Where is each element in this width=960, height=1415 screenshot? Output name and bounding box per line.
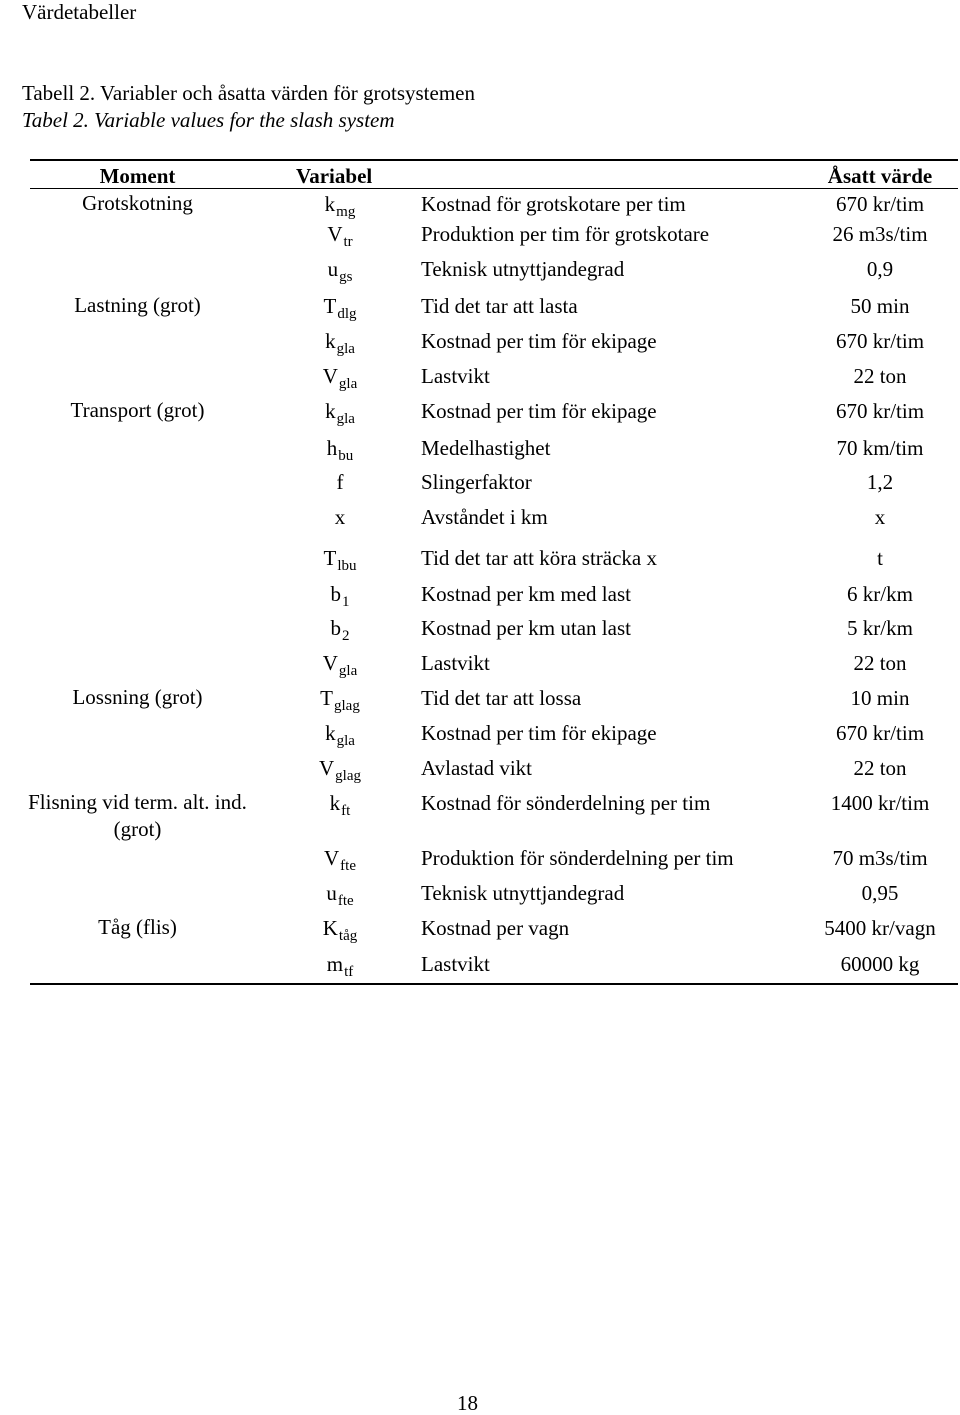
page-number: 18 [457,1391,478,1415]
variable-symbol: b [330,616,341,640]
row-variable [300,791,380,819]
row-value: 70 km/tim [836,436,924,460]
row-value: 670 kr/tim [835,399,925,423]
row-description: Tid det tar att lossa [421,686,582,710]
variable-subscript: tr [343,234,353,250]
row-value: 26 m3s/tim [832,222,928,246]
row-description: Kostnad per tim för ekipage [421,399,657,423]
row-value: 5400 kr/vagn [824,916,936,940]
row-value: 1,2 [866,470,894,494]
row-variable [300,507,380,528]
table-top-rule [30,159,958,161]
variable-symbol: u [327,257,339,281]
variable-symbol: u [326,881,337,905]
row-description: Lastvikt [421,952,490,976]
variable-symbol: k [325,399,336,423]
variable-symbol: b [330,582,341,606]
row-description: Kostnad per tim för ekipage [421,721,657,745]
variable-symbol: K [322,916,338,940]
variable-symbol: k [325,329,336,353]
variable-symbol: m [326,952,344,976]
variable-symbol: T [320,686,333,710]
header-value: Åsatt värde [827,164,933,188]
variable-symbol: T [323,546,337,570]
row-value: 0,95 [861,881,899,905]
row-value: 22 ton [853,651,907,675]
variable-subscript: lbu [337,558,357,574]
variable-subscript: mg [336,204,356,220]
variable-subscript: fte [337,893,354,909]
row-description: Slingerfaktor [421,470,532,494]
variable-subscript: gla [336,341,355,357]
variable-subscript: fte [340,858,356,874]
variable-symbol: V [324,846,340,870]
variable-symbol: x [334,505,346,529]
variable-symbol: k [329,791,341,815]
variable-symbol: V [322,651,338,675]
variable-subscript: 1 [342,594,350,610]
row-variable [300,329,380,357]
row-description: Teknisk utnyttjandegrad [421,881,625,905]
variable-symbol: V [319,756,335,780]
row-variable [300,364,380,392]
variable-subscript: glag [335,768,361,784]
row-description: Kostnad per km med last [421,582,631,606]
row-moment: Transport (grot) [70,398,205,422]
row-description: Teknisk utnyttjandegrad [421,257,625,281]
row-description: Avståndet i km [421,505,548,529]
variable-subscript: ft [341,803,351,819]
variable-subscript: dlg [337,306,357,322]
row-moment: Lastning (grot) [74,293,201,317]
row-value: t [877,546,883,570]
row-value: 6 kr/km [847,582,913,606]
header-moment: Moment [99,164,176,188]
row-variable [300,399,380,427]
row-variable [300,192,380,220]
row-moment: Tåg (flis) [98,915,177,939]
variable-subscript: tåg [338,928,358,944]
variable-subscript: gla [336,733,355,749]
row-description: Tid det tar att köra sträcka x [421,546,657,570]
variable-subscript: gla [338,663,358,679]
row-variable [300,436,380,464]
variable-subscript: glag [334,698,360,714]
table-caption-swedish: Tabell 2. Variabler och åsatta värden för grotsystemen [22,81,475,105]
table-bottom-rule [30,983,958,985]
variable-subscript: gla [338,376,358,392]
row-variable [300,616,380,644]
section-heading: Värdetabeller [22,0,137,24]
row-variable [300,472,380,493]
row-variable [300,952,380,980]
variable-subscript: gla [336,411,355,427]
header-rule [30,188,958,189]
row-variable [300,222,380,250]
row-variable [300,582,380,610]
row-variable [300,546,380,574]
row-variable [300,881,380,909]
row-value: 670 kr/tim [835,329,925,353]
table-caption-english: Tabel 2. Variable values for the slash system [22,108,395,132]
variable-subscript: gs [339,269,353,285]
row-value: 1400 kr/tim [830,791,930,815]
row-variable [300,651,380,679]
row-description: Lastvikt [421,651,490,675]
row-description: Kostnad för sönderdelning per tim [421,791,711,815]
variable-symbol: V [327,222,343,246]
row-moment: Flisning vid term. alt. ind. (grot) [28,790,247,841]
row-description: Lastvikt [421,364,490,388]
row-description: Kostnad per tim för ekipage [421,329,657,353]
row-description: Avlastad vikt [421,756,533,780]
row-description: Produktion per tim för grotskotare [421,222,710,246]
row-value: 70 m3s/tim [832,846,928,870]
row-variable [300,756,380,784]
row-moment: Grotskotning [82,191,193,215]
row-description: Kostnad per vagn [421,916,570,940]
row-moment: Lossning (grot) [72,685,203,709]
row-variable [300,257,380,285]
variable-symbol: h [326,436,338,460]
row-description: Kostnad för grotskotare per tim [421,192,686,216]
row-variable [300,686,380,714]
header-variable: Variabel [296,164,373,188]
variable-subscript: tf [344,964,354,980]
row-value: 50 min [850,294,910,318]
variable-symbol: k [325,721,336,745]
variable-subscript: bu [338,448,354,464]
row-description: Kostnad per km utan last [421,616,631,640]
row-value: 60000 kg [840,952,920,976]
row-value: 10 min [850,686,910,710]
row-description: Medelhastighet [421,436,551,460]
variable-symbol: k [324,192,336,216]
row-description: Produktion för sönderdelning per tim [421,846,734,870]
variable-symbol: T [323,294,337,318]
row-value: 0,9 [866,257,894,281]
variable-symbol: V [322,364,338,388]
row-variable [300,721,380,749]
row-variable [300,846,380,874]
row-value: 670 kr/tim [835,721,925,745]
row-value: 22 ton [853,756,907,780]
row-value: 5 kr/km [847,616,913,640]
row-variable [300,294,380,322]
row-value: x [874,505,886,529]
row-variable [300,916,380,944]
row-value: 670 kr/tim [835,192,925,216]
variable-subscript: 2 [342,628,350,644]
variable-symbol: f [336,470,344,494]
row-value: 22 ton [853,364,907,388]
row-description: Tid det tar att lasta [421,294,578,318]
